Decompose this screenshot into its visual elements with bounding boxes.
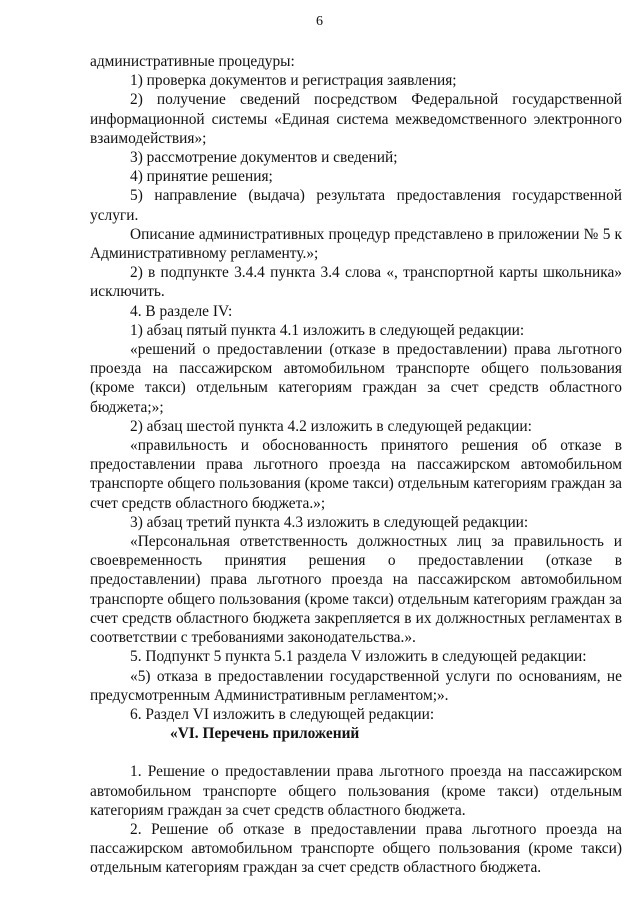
paragraph-procedure-2: 2) получение сведений посредством Федеральной государственной информационной системы «Единая система межведомственного электронного взаимодействия»; [90,91,622,147]
paragraph-quote-4-2: «правильность и обоснованность принятого решения об отказе в предоставлении права льготного проезда на пассажирском автомобильном транспорте общего пользования (кроме такси) отдельным категориям граждан за счет средств областного бюджета.»; [90,437,622,512]
appendix-item: 1. Решение о предоставлении права льготного проезда на пассажирском автомобильном транспорте общего пользования (кроме такси) отдельным категориям граждан за счет средств областного бюджета. [90,763,622,819]
paragraph-section-v: 5. Подпункт 5 пункта 5.1 раздела V изложить в следующей редакции: [130,648,587,666]
paragraph-subpoint-3-4-4: 2) в подпункте 3.4.4 пункта 3.4 слова «, транспортной карты школьника» исключить. [90,264,622,301]
paragraph-description: Описание административных процедур представлено в приложении № 5 к Административному регламенту.»; [90,225,622,263]
paragraph-quote-5-1: «5) отказа в предоставлении государственной услуги по основаниям, не предусмотренным Административным регламентом;». [90,667,622,704]
paragraph-procedure-1: 1) проверка документов и регистрация заявления; [130,72,457,90]
paragraph-procedure-5: 5) направление (выдача) результата предоставления государственной услуги. [90,187,622,224]
appendix-item: 2. Решение об отказе в предоставлении права льготного проезда на пассажирском автомобильном транспорте общего пользования (кроме такси) отдельным категориям граждан за счет средств областного бюджета. [90,820,622,877]
paragraph-item-4-1: 1) абзац пятый пункта 4.1 изложить в следующей редакции: [130,321,525,339]
page-number: 6 [316,14,323,29]
paragraph-quote-4-3: «Персональная ответственность должностных лиц за правильность и своевременность принятия решения о предоставлении (отказе в предоставлении) права льготного проезда на пассажирском автомобильном транспорте общего пользования (кроме такси) отдельным категориям граждан за счет средств областного бюджета закрепляется в их должностных регламентах в соответствии с требованиями законодательства.». [90,533,622,647]
paragraph-procedure-4: 4) принятие решения; [130,168,273,186]
paragraph-section-iv: 4. В разделе IV: [130,302,233,320]
paragraph-intro: административные процедуры: [90,53,295,70]
paragraph-section-vi: 6. Раздел VI изложить в следующей редакции: [130,705,435,723]
document-body [90,52,622,878]
paragraph-quote-4-1: «решений о предоставлении (отказе в предоставлении) права льготного проезда на пассажирском автомобильном транспорте общего пользования (кроме такси) отдельным категориям граждан за счет средств областного бюджета;»; [90,341,622,416]
paragraph-procedure-3: 3) рассмотрение документов и сведений; [130,149,398,167]
paragraph-item-4-3: 3) абзац третий пункта 4.3 изложить в следующей редакции: [130,513,529,531]
paragraph-item-4-2: 2) абзац шестой пункта 4.2 изложить в следующей редакции: [130,417,532,435]
section-heading: «VI. Перечень приложений [170,725,360,743]
